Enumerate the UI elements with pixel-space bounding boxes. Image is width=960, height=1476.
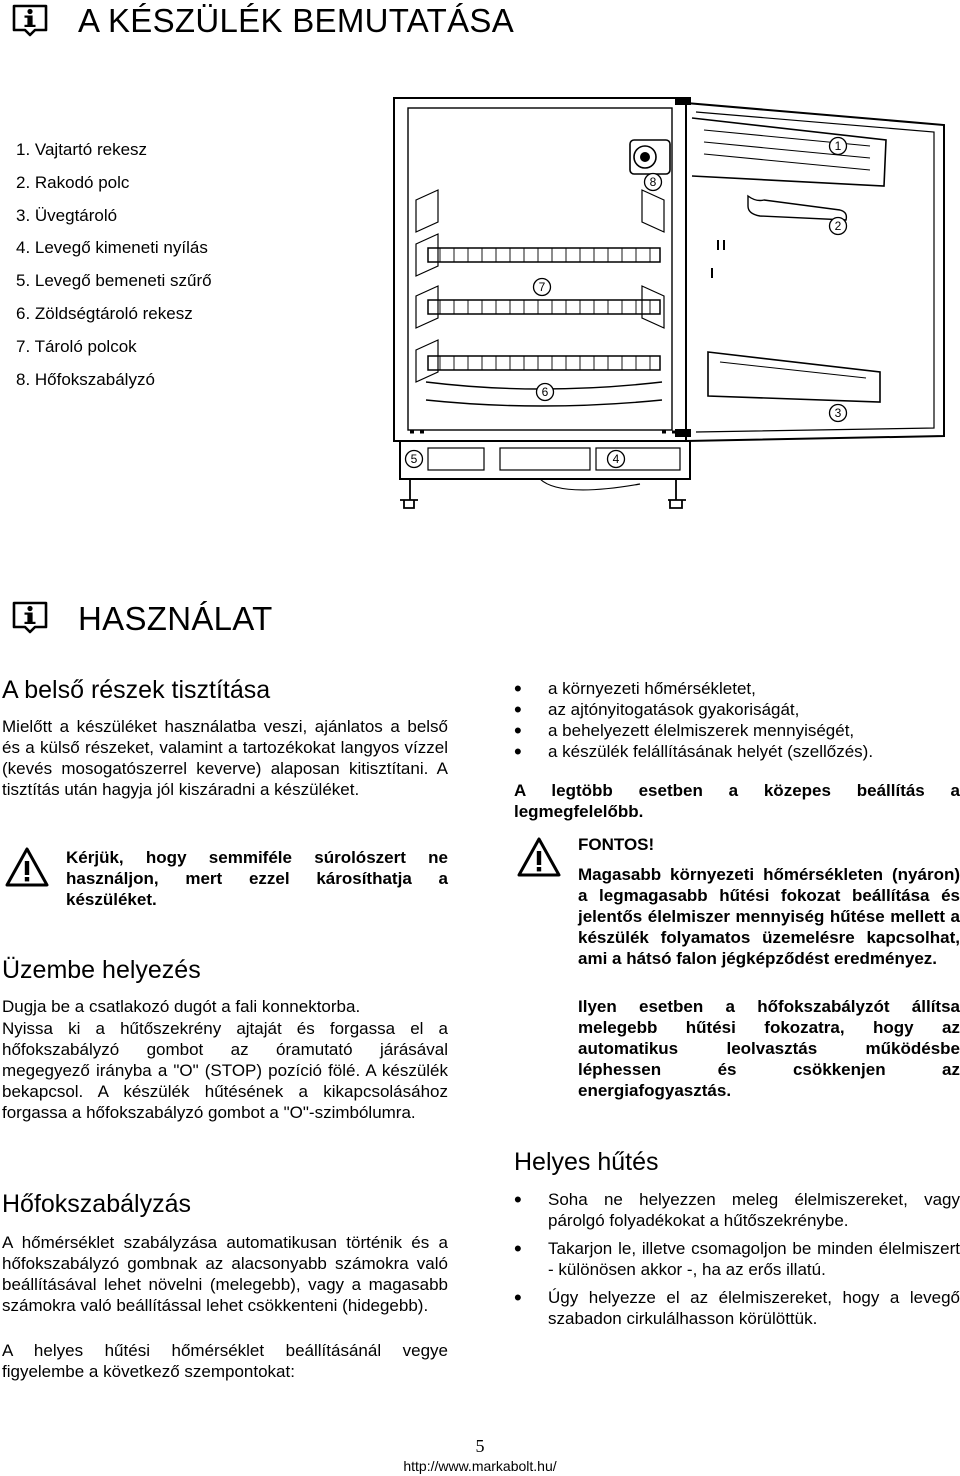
page-number: 5: [475, 1436, 485, 1456]
thermostat-text-2: A helyes hűtési hőmérséklet beállításánál vegye figyelembe a következő szempontokat:: [2, 1341, 448, 1381]
legend-item: 6. Zöldségtároló rekesz: [16, 303, 193, 323]
best-setting-text: A legtöbb esetben a közepes beállítás a legmegfelelőbb.: [514, 781, 960, 821]
callout-5: [406, 451, 423, 468]
thermostat-factors: [514, 678, 960, 762]
callout-1: [830, 138, 847, 155]
important-text-1: Magasabb környezeti hőmérsékleten (nyáron) a legmagasabb hűtési fokozat beállítása és jelentős élelmiszer mennyiség hűtése mellett a készülék folyamatos üzemelésre kapcsolhat, ami a hátsó falon jégképződést eredményez.: [578, 865, 960, 968]
legend-item: 2. Rakodó polc: [16, 172, 130, 192]
callout-4: [608, 451, 625, 468]
svg-text:6: 6: [541, 385, 549, 399]
list-item: • Úgy helyezze el az élelmiszereket, hogy a levegő szabadon cirkulálhasson körülöttük.: [514, 1287, 960, 1329]
callout-2: [830, 218, 847, 235]
list-item: • Soha ne helyezzen meleg élelmiszereket, vagy párolgó folyadékokat a hűtőszekrénybe.: [514, 1189, 960, 1231]
heading-startup: Üzembe helyezés: [2, 956, 201, 984]
cooling-tips: [514, 1189, 960, 1329]
svg-text:3: 3: [834, 406, 842, 420]
legend-item: 8. Hőfokszabályzó: [16, 369, 155, 389]
footer-url[interactable]: http://www.markabolt.hu/: [403, 1458, 557, 1474]
svg-text:2: 2: [834, 219, 842, 233]
legend-item: 3. Üvegtároló: [16, 205, 118, 225]
thermostat-text-1: A hőmérséklet szabályzása automatikusan történik és a hőfokszabályzó gombnak az alacsonyabb számokra való beállításával lehet növelni (melegebb), vagy a magasabb számokra való beállítással lehet csökkenteni (hidegebb).: [2, 1233, 448, 1315]
callout-3: [830, 405, 847, 422]
svg-text:8: 8: [649, 175, 657, 189]
heading-thermostat: Hőfokszabályzás: [2, 1190, 191, 1218]
legend-item: 1. Vajtartó rekesz: [16, 140, 148, 159]
svg-text:5: 5: [410, 452, 418, 466]
list-item: • a behelyezett élelmiszerek mennyiségét,: [514, 720, 960, 741]
heading-cleaning: A belső részek tisztítása: [2, 676, 271, 704]
parts-legend: [16, 134, 212, 396]
section-title-usage: HASZNÁLAT: [78, 600, 273, 637]
svg-text:1: 1: [834, 139, 842, 153]
startup-text-1: Dugja be a csatlakozó dugót a fali konnektorba.: [2, 997, 361, 1016]
svg-text:4: 4: [612, 452, 620, 466]
fridge-diagram: [380, 90, 952, 530]
list-item: • az ajtónyitogatások gyakoriságát,: [514, 699, 960, 720]
callout-7: [534, 279, 551, 296]
important-label: FONTOS!: [578, 835, 655, 854]
callout-8: [645, 174, 662, 191]
heading-cooling: Helyes hűtés: [514, 1148, 659, 1176]
legend-item: 4. Levegő kimeneti nyílás: [16, 238, 208, 258]
warning-text: Kérjük, hogy semmiféle súrolószert ne használjon, mert ezzel károsíthatja a készüléket.: [66, 848, 448, 909]
callout-6: [537, 384, 554, 401]
list-item: • a készülék felállításának helyét (szellőzés).: [514, 741, 960, 762]
list-item: • Takarjon le, illetve csomagoljon be minden élelmiszert - különösen akkor -, ha az erős illatú.: [514, 1238, 960, 1280]
warning-icon: [4, 846, 50, 888]
cleaning-text: Mielőtt a készüléket használatba veszi, ajánlatos a belső és a külső részeket, valamint a tartozékokat langyos vízzel (kevés mosogatószerrel keverve) alaposan kitisztítani. A tisztítás után hagyja jól kiszáradni a készüléket.: [2, 717, 448, 799]
startup-text-2: Nyissa ki a hűtőszekrény ajtaját és forgassa el a hőfokszabályzó gombot az óramutató járásával megegyező irányba a "O" (STOP) pozíció fölé. A készülék bekapcsol. A készülék hűtésének a kikapcsolásához forgassa a hőfokszabályzó gombot a "O"-szimbólumra.: [2, 1019, 448, 1122]
important-text-2: Ilyen esetben a hőfokszabályzót állítsa melegebb hűtési fokozatra, hogy az automatikus leolvasztás működésbe léphessen és csökkenjen az energiafogyasztás.: [578, 997, 960, 1100]
svg-text:7: 7: [538, 280, 546, 294]
warning-icon: [516, 836, 562, 878]
section-title-presentation: A KÉSZÜLÉK BEMUTATÁSA: [78, 2, 515, 39]
list-item: • a környezeti hőmérsékletet,: [514, 678, 960, 699]
legend-item: 7. Tároló polcok: [16, 336, 137, 356]
legend-item: 5. Levegő bemeneti szűrő: [16, 271, 212, 291]
info-icon: [10, 3, 50, 37]
info-icon: [10, 600, 50, 634]
